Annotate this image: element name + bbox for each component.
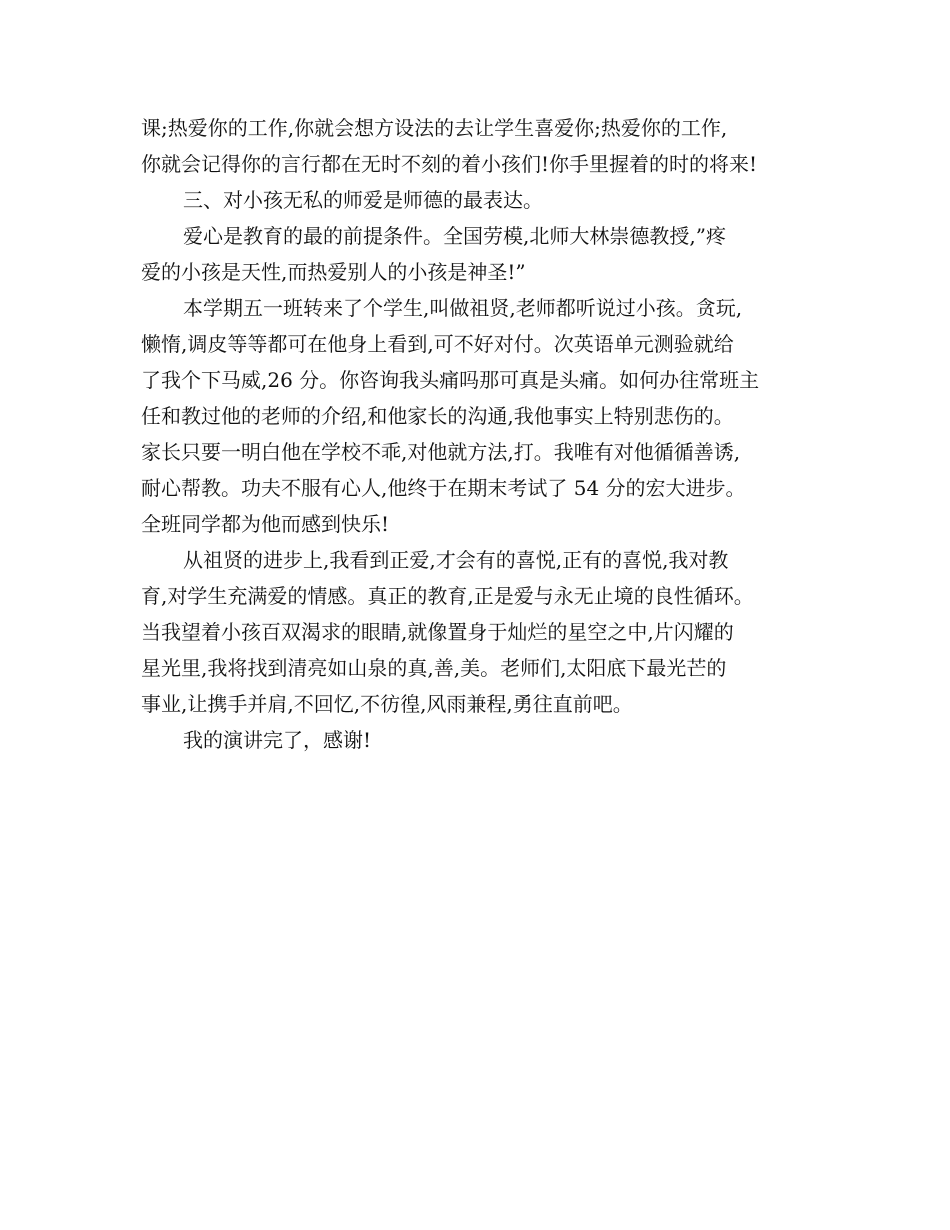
text-line: 耐心帮教。功夫不服有心人,他终于在期末考试了 54 分的宏大进步。 (141, 476, 746, 500)
text-line: 了我个下马威,26 分。你咨询我头痛吗那可真是头痛。如何办往常班主 (141, 368, 760, 392)
section-heading: 三、对小孩无私的师爱是师德的最表达。 (183, 188, 543, 212)
text-line: 全班同学都为他而感到快乐! (141, 512, 390, 536)
text-line: 本学期五一班转来了个学生,叫做祖贤,老师都听说过小孩。贪玩, (183, 296, 743, 320)
text-line: 爱心是教育的最的前提条件。全国劳模,北师大林崇德教授,”疼 (183, 224, 726, 248)
text-line: 你就会记得你的言行都在无时不刻的着小孩们!你手里握着的时的将来! (141, 152, 758, 176)
text-line: 星光里,我将找到清亮如山泉的真,善,美。老师们,太阳底下最光芒的 (141, 656, 727, 680)
text-line: 事业,让携手并肩,不回忆,不彷徨,风雨兼程,勇往直前吧。 (141, 692, 633, 716)
closing-line: 我的演讲完了，感谢! (183, 728, 372, 752)
text-line: 任和教过他的老师的介绍,和他家长的沟通,我他事实上特别悲伤的。 (141, 404, 734, 428)
text-line: 从祖贤的进步上,我看到正爱,才会有的喜悦,正有的喜悦,我对教 (183, 548, 729, 572)
text-line: 育,对学生充满爱的情感。真正的教育,正是爱与永无止境的良性循环。 (141, 584, 754, 608)
text-line: 课;热爱你的工作,你就会想方设法的去让学生喜爱你;热爱你的工作, (141, 116, 728, 140)
text-line: 当我望着小孩百双渴求的眼睛,就像置身于灿烂的星空之中,片闪耀的 (141, 620, 734, 644)
text-line: 家长只要一明白他在学校不乖,对他就方法,打。我唯有对他循循善诱, (141, 440, 741, 464)
text-line: 爱的小孩是天性,而热爱别人的小孩是神圣!” (141, 260, 526, 284)
speech-body (141, 110, 841, 758)
text-line: 懒惰,调皮等等都可在他身上看到,可不好对付。次英语单元测验就给 (141, 332, 734, 356)
